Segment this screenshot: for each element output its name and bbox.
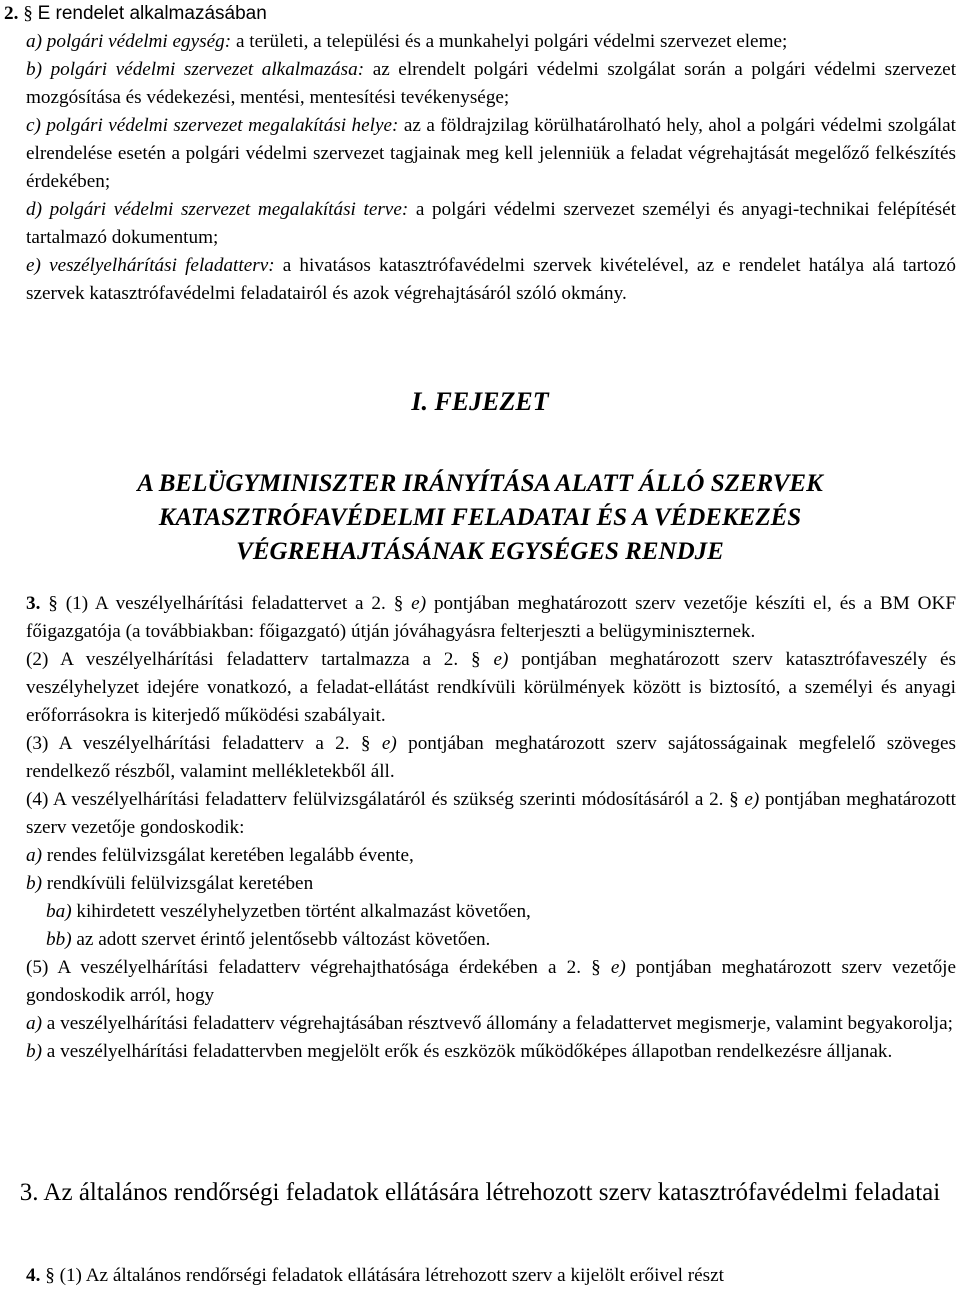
- item-letter: a): [26, 845, 42, 866]
- def-term: veszélyelhárítási feladatterv:: [49, 255, 275, 276]
- chapter-title: [4, 467, 956, 569]
- sub-list-item: [4, 926, 956, 954]
- para-text: (3) A veszélyelhárítási feladatterv a 2.: [26, 733, 350, 754]
- def-letter: c): [26, 115, 41, 136]
- section-sign: §: [360, 733, 371, 754]
- item-text: kihirdetett veszélyhelyzetben történt alkalmazást követően,: [76, 901, 531, 922]
- section-3-para-2: [4, 646, 956, 730]
- section-sign: §: [591, 957, 601, 978]
- definition-b: [4, 56, 956, 112]
- subchapter-title: 3. Az általános rendőrségi feladatok ellátására létrehozott szerv katasztrófavédelmi feladatai: [19, 1179, 941, 1206]
- item-letter: b): [26, 873, 42, 894]
- def-text: a hivatásos katasztrófavédelmi szervek kivételével, az e rendelet hatálya alá tartozó szervek katasztrófavédelmi feladatairól és azok végrehajtásáról szóló okmány.: [26, 255, 957, 304]
- definition-c: [4, 112, 956, 196]
- section-4-para-1: [4, 1262, 956, 1290]
- def-letter: d): [26, 199, 42, 220]
- para-text: (5) A veszélyelhárítási feladatterv végrehajthatósága érdekében a 2.: [26, 957, 582, 978]
- item-text: a veszélyelhárítási feladatterv végrehajtásában résztvevő állomány a feladattervet megismerje, valamint begyakorolja;: [46, 1013, 953, 1034]
- section-title: E rendelet alkalmazásában: [37, 3, 267, 24]
- section-3-para-5: [4, 954, 956, 1010]
- para-ref: e): [493, 649, 509, 670]
- list-item: [4, 842, 956, 870]
- chapter-title-line: VÉGREHAJTÁSÁNAK EGYSÉGES RENDJE: [236, 538, 724, 565]
- para-text: pontjában meghatározott szerv sajátosságainak megfelelő szöveges rendelkező részből, valamint mellékletekből áll.: [26, 733, 957, 782]
- section-2-header: [4, 0, 956, 28]
- item-letter: a): [26, 1013, 42, 1034]
- section-sign: §: [471, 649, 481, 670]
- section-3-para-4: [4, 786, 956, 842]
- def-term: polgári védelmi szervezet megalakítási terve:: [49, 199, 409, 220]
- section-sign: §: [729, 789, 739, 810]
- section-3-para-3: [4, 730, 956, 786]
- para-text: (1) A veszélyelhárítási feladattervet a 2.: [65, 593, 386, 614]
- section-number: 3.: [26, 593, 41, 614]
- definition-e: [4, 252, 956, 308]
- section-sign: §: [393, 593, 404, 614]
- definition-a: [4, 28, 956, 56]
- item-text: a veszélyelhárítási feladattervben megjelölt erők és eszközök működőképes állapotban rendelkezésre álljanak.: [46, 1041, 893, 1062]
- def-text: a területi, a települési és a munkahelyi polgári védelmi szervezet eleme;: [235, 31, 788, 52]
- def-text: az elrendelt polgári védelmi szolgálat során a polgári védelmi szervezet mozgósítása és védekezési, mentési, mentesítési tevékenysége;: [26, 59, 957, 108]
- para-text: pontjában meghatározott szerv katasztrófaveszély és veszélyhelyzet idejére vonatkozó, a feladat-ellátást rendkívüli körülmények között is biztosító, a személyi és anyagi erőforrásokra is kiterjedő működési szabályait.: [26, 649, 957, 726]
- def-term: polgári védelmi szervezet alkalmazása:: [50, 59, 365, 80]
- item-text: az adott szervet érintő jelentősebb változást követően.: [76, 929, 491, 950]
- para-text: pontjában meghatározott szerv vezetője készíti el, és a BM OKF főigazgatója (a továbbiakban: főigazgató) útján jóváhagyásra felterjeszti a belügyminiszternek.: [26, 593, 957, 642]
- section-sign: §: [48, 593, 58, 614]
- para-text: (1) Az általános rendőrségi feladatok ellátására létrehozott szerv a kijelölt erőivel részt: [59, 1265, 724, 1286]
- item-letter: ba): [46, 901, 72, 922]
- para-text: pontjában meghatározott szerv vezetője gondoskodik:: [26, 789, 956, 838]
- para-text: (2) A veszélyelhárítási feladatterv tartalmazza a 2.: [26, 649, 459, 670]
- para-text: (4) A veszélyelhárítási feladatterv felülvizsgálatáról és szükség szerinti módosításáról a 2.: [26, 789, 724, 810]
- section-3-para-1: [4, 590, 956, 646]
- section-3: [4, 590, 956, 1066]
- section-4: [4, 1262, 956, 1290]
- def-text: az a földrajzilag körülhatárolható hely, ahol a polgári védelmi szolgálat elrendelése esetén a polgári védelmi szervezet tagjainak meg kell jelenniük a feladat végrehajtását megelőző felkészítés érdekében;: [26, 115, 957, 192]
- section-sign: §: [45, 1265, 55, 1286]
- def-letter: b): [26, 59, 42, 80]
- para-ref: e): [381, 733, 397, 754]
- chapter-title-line: KATASZTRÓFAVÉDELMI FELADATAI ÉS A VÉDEKEZÉS: [158, 504, 802, 531]
- item-text: rendes felülvizsgálat keretében legalább évente,: [46, 845, 414, 866]
- item-letter: bb): [46, 929, 72, 950]
- para-ref: e): [610, 957, 626, 978]
- def-term: polgári védelmi szervezet megalakítási helye:: [46, 115, 399, 136]
- item-letter: b): [26, 1041, 42, 1062]
- list-item: [4, 870, 956, 898]
- section-number: 2.: [4, 3, 19, 24]
- chapter-heading: I. FEJEZET: [411, 387, 549, 416]
- section-sign: §: [23, 3, 33, 24]
- section-number: 4.: [26, 1265, 41, 1286]
- para-ref: e): [744, 789, 760, 810]
- def-letter: e): [26, 255, 41, 276]
- sub-list-item: [4, 898, 956, 926]
- definition-d: [4, 196, 956, 252]
- para-ref: e): [411, 593, 427, 614]
- def-letter: a): [26, 31, 42, 52]
- definitions-block: [4, 28, 956, 308]
- def-text: a polgári védelmi szervezet személyi és anyagi-technikai felépítését tartalmazó dokumentum;: [26, 199, 956, 248]
- item-text: rendkívüli felülvizsgálat keretében: [46, 873, 314, 894]
- para-text: pontjában meghatározott szerv vezetője gondoskodik arról, hogy: [26, 957, 957, 1006]
- chapter-title-line: A BELÜGYMINISZTER IRÁNYÍTÁSA ALATT ÁLLÓ SZERVEK: [137, 470, 823, 497]
- def-term: polgári védelmi egység:: [46, 31, 232, 52]
- list-item: [4, 1038, 956, 1066]
- list-item: [4, 1010, 956, 1038]
